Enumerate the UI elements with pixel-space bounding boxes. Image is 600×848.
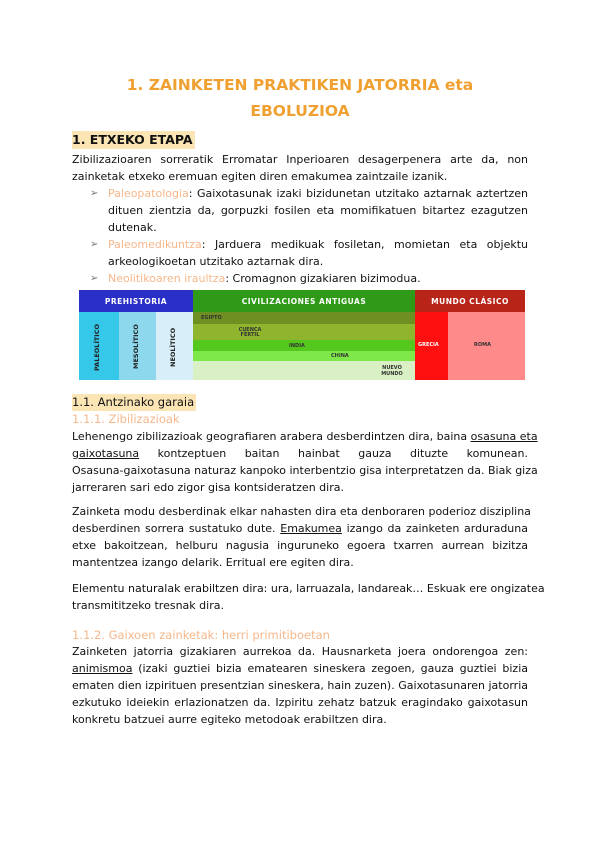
subheading-gaixoen-zainketak: 1.1.2. Gaixoen zainketak: herri primitiboetan: [72, 628, 330, 642]
band-egipto: [193, 312, 415, 324]
band-china: [193, 351, 415, 361]
label-grecia: GRECIA: [418, 342, 439, 348]
history-timeline-figure: [79, 290, 525, 380]
paragraph-zibilizazioak-3: Elementu naturalak erabiltzen dira: ura, larruazala, landareak… Eskuak ere ongizatea transmititzeko tresnak dira.: [72, 582, 545, 612]
label-egipto: EGIPTO: [201, 315, 222, 321]
period-neolitico: [156, 312, 193, 380]
section-heading-etxeko-etapa: 1. ETXEKO ETAPA: [72, 132, 193, 147]
label-roma: ROMA: [474, 342, 491, 348]
term-paleomedikuntza: Paleomedikuntza: [108, 238, 202, 251]
header-mundo-clasico: MUNDO CLÁSICO: [415, 290, 525, 312]
term-paleopatologia: Paleopatologia: [108, 187, 189, 200]
label-mesolitico: MESOLÍTICO: [132, 324, 140, 370]
label-india: INDIA: [289, 343, 305, 349]
period-grecia: [415, 312, 448, 380]
title-line-2: EBOLUZIOA: [250, 102, 350, 120]
band-india: [193, 340, 415, 351]
page-title: [72, 72, 528, 124]
header-civilizaciones-antiguas: CIVILIZACIONES ANTIGUAS: [193, 290, 415, 312]
arrow-bullet-icon: ➢: [90, 239, 99, 250]
underlined-osasuna: osasuna eta: [470, 430, 538, 443]
paragraph-zibilizazioak-2: Zainketa modu desberdinak elkar nahasten dira eta denboraren poderioz disziplina desberdinen sorrera sustatuko dute. Emakumea izango da zainketen arduraduna etxe bakoitzean, helburu nagusia inguruneko egoera txarren aurrean bizitza mantentzea izango delarik. Erritual ere egiten dira.: [72, 505, 531, 569]
label-paleolitico: PALEOLÍTICO: [93, 323, 101, 371]
period-mesolitico: [119, 312, 156, 380]
underlined-emakumea: Emakumea: [280, 522, 342, 535]
period-roma: [448, 312, 525, 380]
intro-paragraph: [72, 151, 528, 185]
label-china: CHINA: [331, 353, 349, 359]
label-nuevo-mundo: NUEVO MUNDO: [381, 365, 403, 377]
arrow-bullet-icon: ➢: [90, 273, 99, 284]
label-neolitico: NEOLÍTICO: [169, 327, 177, 367]
subheading-zibilizazioak: 1.1.1. Zibilizazioak: [72, 412, 180, 426]
underlined-animismoa: animismoa: [72, 662, 133, 675]
intro-line-2: zainketak etxeko eremuan egiten diren emakumea zaintzaile izanik.: [72, 170, 448, 183]
label-cuenca-fertil: CUENCA FÉRTIL: [238, 327, 262, 338]
bullet-text: Paleomedikuntza: Jarduera medikuak fosiletan, momietan eta objektu arkeologikoetan utzitako aztarnak dira.: [108, 238, 528, 268]
bullet-text: Paleopatologia: Gaixotasunak izaki bizidunetan utzitako aztarnak aztertzen dituen zientzia da, gorpuzki fosilen eta momifikatuen bitartez ezagutzen dutenak.: [108, 187, 528, 234]
period-paleolitico: [79, 312, 119, 380]
intro-line-1: Zibilizazioaren sorreratik Erromatar Inperioaren desagerpenera arte da, non: [72, 153, 528, 166]
band-nuevo-mundo: [193, 361, 415, 380]
band-cuenca-fertil: [193, 324, 415, 340]
title-line-1: 1. ZAINKETEN PRAKTIKEN JATORRIA eta: [126, 76, 474, 94]
bullet-text: Neolitikoaren iraultza: Cromagnon gizakiaren bizimodua.: [108, 272, 421, 285]
header-prehistoria: PREHISTORIA: [79, 290, 193, 312]
paragraph-gaixoen-zainketak: Zainketen jatorria gizakiaren aurrekoa da. Hausnarketa joera ondorengoa zen: animismoa (izaki guztiei bizia ematearen sineskera zegoen, gauza guztiei bizia ematen dien izpirituen presentzian sineskera, hain zuzen). Gaixotasunaren jatorria ezkutuko ideiekin erlazionatzen da. Izpiritu zehatz batzuk eragindako gaixotasun konkretu batzuei aurre egiteko metodoak erabiltzen dira.: [72, 645, 528, 726]
paragraph-zibilizazioak-1: Lehenengo zibilizazioak geografiaren arabera desberdintzen dira, baina osasuna eta gaixotasuna kontzeptuen baitan hainbat gauza dituzte komunean. Osasuna-gaixotasuna naturaz kanpoko interbentzio gisa interpretatzen da. Biak giza jarreraren sari edo zigor gisa kontsideratzen dira.: [72, 430, 538, 494]
term-neolitikoaren-iraultza: Neolitikoaren iraultza: [108, 272, 226, 285]
underlined-gaixotasuna: gaixotasuna: [72, 447, 140, 460]
arrow-bullet-icon: ➢: [90, 188, 99, 199]
section-heading-antzinako-garaia: 1.1. Antzinako garaia: [72, 395, 195, 409]
